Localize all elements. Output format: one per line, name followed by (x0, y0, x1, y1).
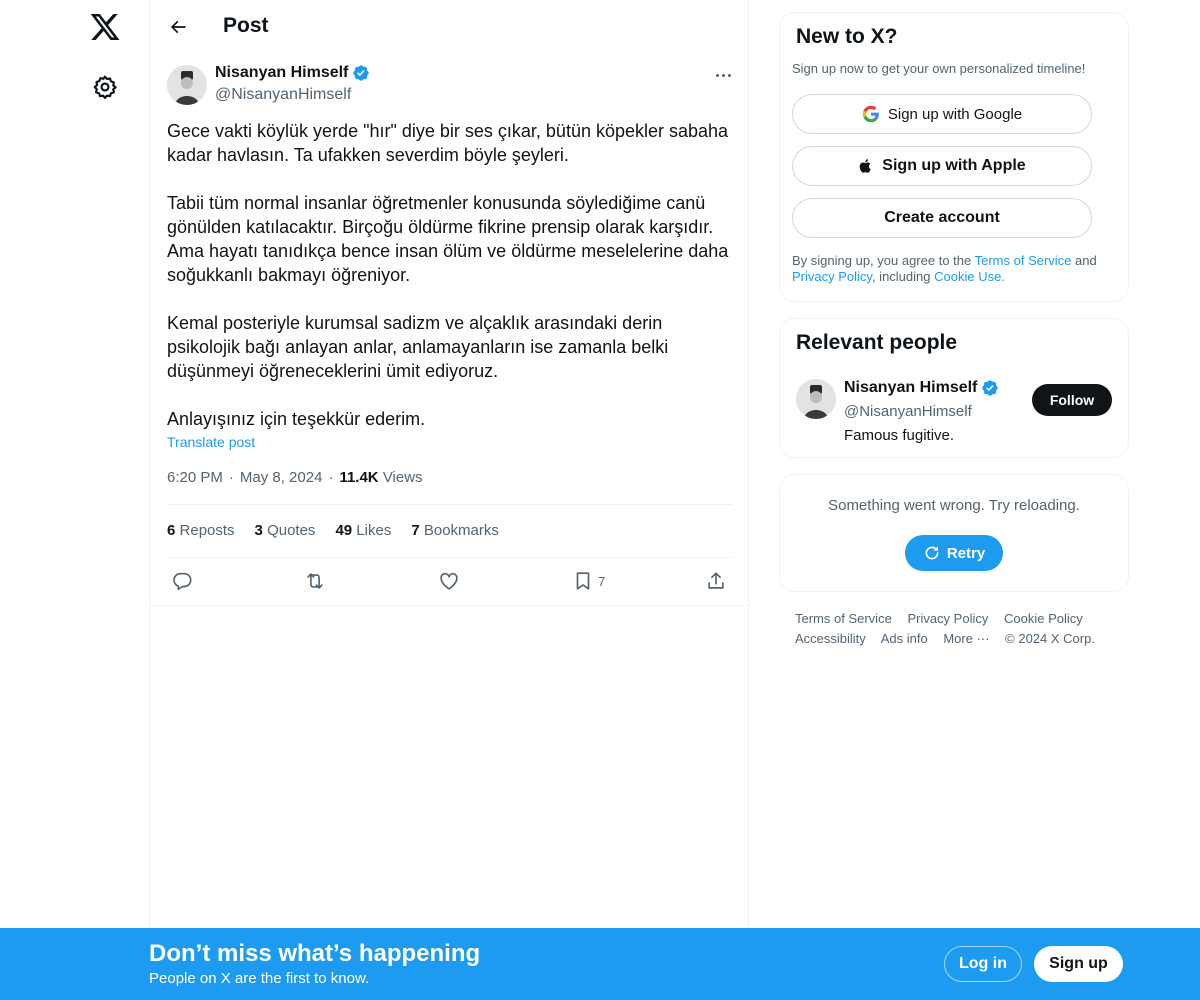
post-paragraph: Kemal posteriyle kurumsal sadizm ve alçaklık arasındaki derin psikolojik bağı anlayan anlar, anlamayanların ise zamanla belki düşünmeyi öğreneceklerini ümit ediyoruz. (167, 313, 669, 381)
post-meta (167, 469, 423, 486)
signup-google-button[interactable] (792, 94, 1092, 134)
author-name-text: Nisanyan Himself (215, 64, 349, 81)
signup-apple-button[interactable] (792, 146, 1092, 186)
post-stats (167, 522, 499, 539)
gear-icon[interactable] (92, 74, 118, 100)
footer-privacy-link[interactable]: Privacy Policy (907, 611, 989, 626)
signup-button[interactable]: Sign up (1034, 946, 1123, 982)
create-account-label: Create account (884, 209, 1000, 226)
terms-link[interactable]: Terms of Service (974, 253, 1072, 268)
footer-accessibility-link[interactable]: Accessibility (795, 631, 866, 646)
author-handle[interactable]: @NisanyanHimself (215, 86, 352, 103)
reposts-label: Reposts (179, 522, 235, 539)
bookmark-icon (572, 570, 594, 592)
footer-ads-link[interactable]: Ads info (880, 631, 928, 646)
author-name[interactable] (215, 64, 370, 82)
reply-button[interactable] (171, 568, 193, 594)
retry-button[interactable] (905, 535, 1003, 571)
apple-logo-icon (858, 157, 874, 175)
footer-more-link[interactable]: More ··· (943, 631, 990, 646)
x-logo-icon[interactable] (89, 11, 121, 43)
post-actions (167, 568, 733, 594)
signup-apple-label: Sign up with Apple (882, 157, 1026, 174)
views-count: 11.4K (339, 469, 379, 486)
relevant-person-bio: Famous fugitive. (844, 427, 955, 444)
post-time[interactable]: 6:20 PM (167, 469, 223, 486)
dot (716, 74, 719, 77)
relevant-people-title: Relevant people (796, 331, 958, 354)
views (339, 469, 422, 486)
bookmarks-count: 7 (411, 522, 420, 539)
left-navigation (0, 0, 150, 1000)
post-text (167, 119, 737, 431)
separator: · (328, 469, 334, 486)
copyright: © 2024 X Corp. (1005, 631, 1095, 646)
bookmark-button[interactable] (572, 568, 605, 594)
create-account-button[interactable] (792, 198, 1092, 238)
reply-icon (171, 570, 193, 592)
signup-google-label: Sign up with Google (887, 105, 1023, 123)
relevant-person-handle[interactable]: @NisanyanHimself (844, 403, 972, 420)
post-paragraph: Anlayışınız için teşekkür ederim. (167, 409, 426, 429)
heart-icon (438, 570, 460, 592)
verified-badge-icon (352, 64, 370, 82)
relevant-person-name-text: Nisanyan Himself (844, 379, 978, 396)
avatar-image (796, 379, 836, 419)
signup-title: New to X? (796, 25, 898, 48)
post-paragraph: Gece vakti köylük yerde "hır" diye bir ses çıkar, bütün köpekler sabaha kadar havlasın. Ta ufakken severdim böyle şeyleri. (167, 121, 729, 165)
repost-icon (304, 570, 326, 592)
main-column (149, 0, 749, 1000)
arrow-left-icon (168, 17, 188, 37)
quotes-label: Quotes (267, 522, 316, 539)
quotes-stat[interactable] (255, 522, 316, 539)
likes-stat[interactable] (335, 522, 391, 539)
signup-terms (792, 253, 1122, 285)
signup-subtitle: Sign up now to get your own personalized timeline! (792, 61, 1086, 76)
footer-links (795, 609, 1125, 649)
avatar[interactable] (167, 65, 207, 105)
bookmarks-stat[interactable] (411, 522, 499, 539)
more-options-button[interactable] (710, 65, 736, 85)
avatar[interactable] (796, 379, 836, 419)
relevant-people-card (779, 318, 1129, 458)
terms-prefix: By signing up, you agree to the (792, 253, 975, 268)
share-icon (705, 570, 727, 592)
cookie-link[interactable]: Cookie Use. (934, 269, 1005, 284)
repost-button[interactable] (304, 568, 326, 594)
post-date[interactable]: May 8, 2024 (239, 469, 323, 486)
footer-terms-link[interactable]: Terms of Service (795, 611, 892, 626)
privacy-link[interactable]: Privacy Policy (792, 269, 872, 284)
like-button[interactable] (438, 568, 460, 594)
likes-label: Likes (356, 522, 392, 539)
divider (167, 557, 733, 558)
banner-title: Don’t miss what’s happening (149, 940, 481, 967)
dot (728, 74, 731, 77)
error-message: Something went wrong. Try reloading. (828, 497, 1080, 514)
bookmark-count: 7 (598, 573, 606, 589)
retry-label: Retry (946, 544, 986, 562)
quotes-count: 3 (254, 522, 263, 539)
back-button[interactable] (164, 13, 192, 41)
verified-badge-icon (981, 379, 999, 397)
translate-post-link[interactable]: Translate post (167, 434, 256, 450)
reposts-stat[interactable] (167, 522, 235, 539)
footer-cookie-link[interactable]: Cookie Policy (1003, 611, 1083, 626)
bottom-signup-banner (0, 928, 1200, 1000)
signup-card (779, 12, 1129, 302)
reposts-count: 6 (167, 522, 176, 539)
follow-button[interactable]: Follow (1032, 384, 1112, 416)
dot (722, 74, 725, 77)
share-button[interactable] (705, 568, 727, 594)
page-title: Post (223, 14, 269, 37)
google-logo-icon (862, 105, 880, 123)
divider (150, 605, 750, 606)
likes-count: 49 (335, 522, 353, 539)
error-card (779, 474, 1129, 592)
bookmarks-label: Bookmarks (423, 522, 499, 539)
terms-including: , including (871, 269, 935, 284)
views-label: Views (382, 469, 423, 486)
avatar-image (167, 65, 207, 105)
post-paragraph: Tabii tüm normal insanlar öğretmenler konusunda söylediğime canü gönülden katılacaktır. Birçoğu öldürme fikrine prensip olarak karşıdır. Ama hayatı tanıdıkça bence insan ölüm ve öldürme meselelerine daha soğukkanlı bakmayı öğreniyor. (167, 193, 729, 285)
banner-subtitle: People on X are the first to know. (149, 970, 370, 987)
relevant-person-name[interactable] (844, 379, 999, 397)
separator: · (228, 469, 234, 486)
divider (167, 504, 733, 505)
page-header (150, 0, 750, 54)
terms-and: and (1071, 253, 1097, 268)
refresh-icon (923, 544, 941, 562)
login-button[interactable]: Log in (944, 946, 1022, 982)
